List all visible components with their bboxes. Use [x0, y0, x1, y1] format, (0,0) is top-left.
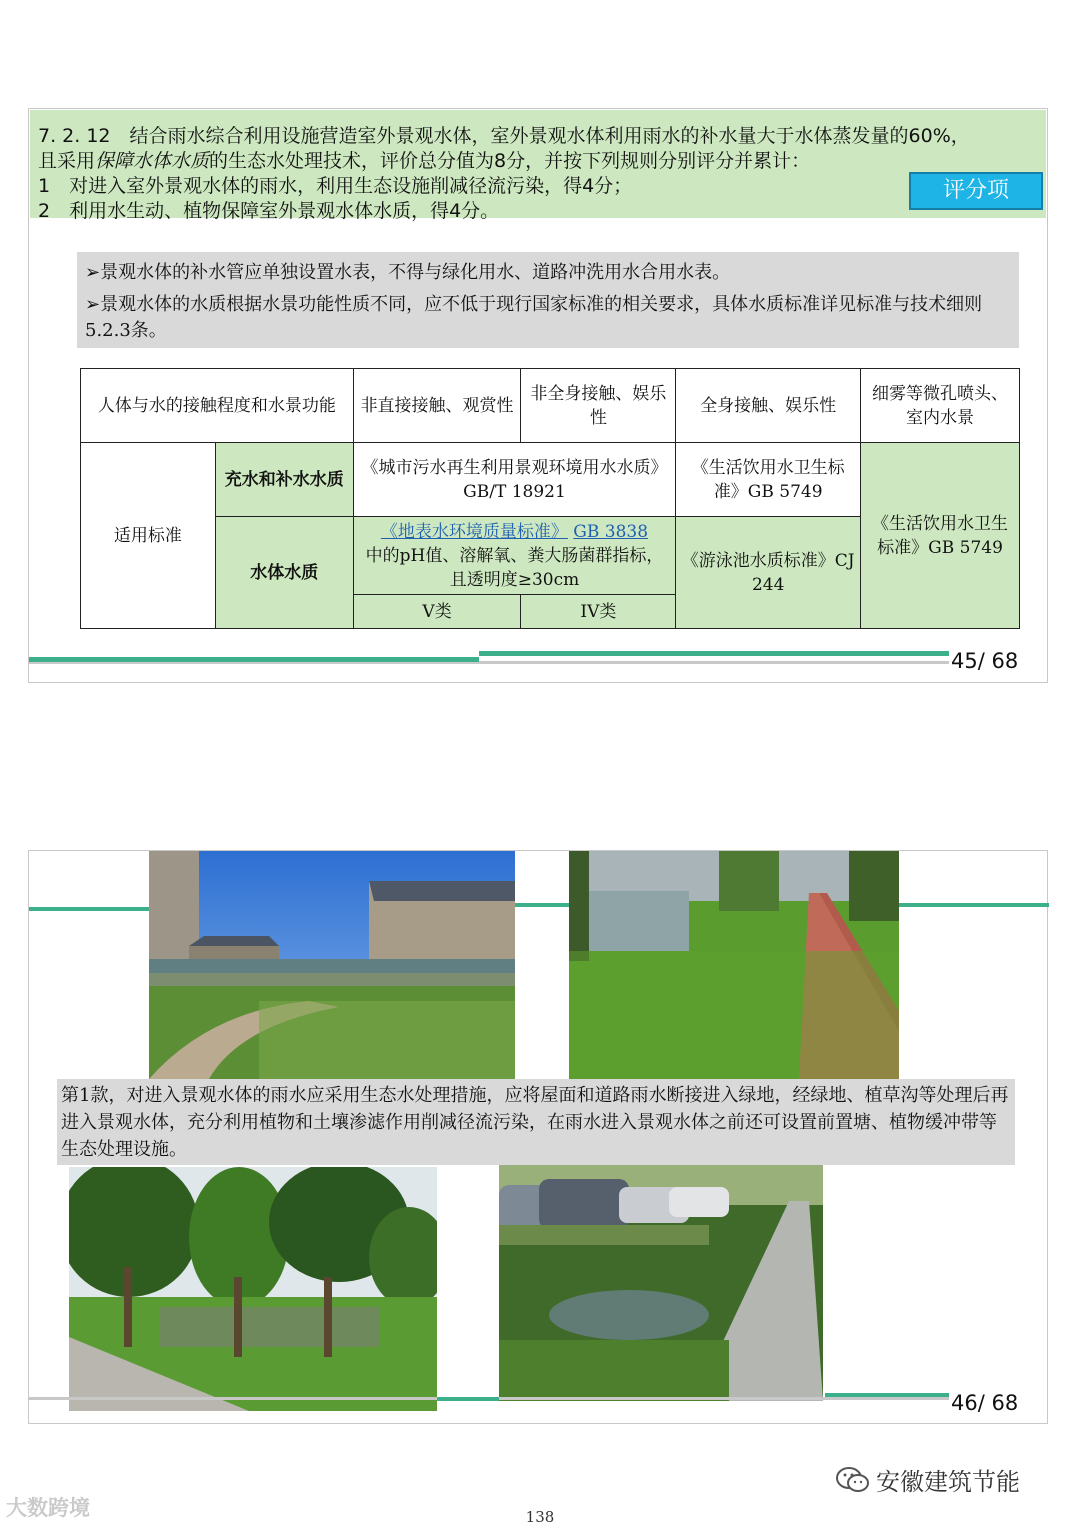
row-label-standards: 适用标准	[81, 443, 216, 629]
table-header-full-contact: 全身接触、娱乐性	[676, 369, 861, 443]
gb3838-title-link[interactable]: 《地表水环境质量标准》	[380, 521, 568, 542]
cell-gb18921: 《城市污水再生利用景观环境用水水质》GB/T 18921	[353, 443, 676, 517]
document-page-number: 138	[525, 1508, 555, 1526]
cell-cj244: 《游泳池水质标准》CJ 244	[676, 517, 861, 629]
footer-stripe-green	[29, 657, 479, 662]
table-header-mist: 细雾等微孔喷头、室内水景	[861, 369, 1020, 443]
footer-stripe-green	[437, 1397, 499, 1401]
top-stripe-green	[899, 903, 1049, 907]
table-header-non-direct: 非直接接触、观赏性	[353, 369, 521, 443]
note-item: ➢景观水体的补水管应单独设置水表，不得与绿化用水、道路冲洗用水合用水表。	[85, 262, 731, 283]
clause-header	[30, 110, 1046, 222]
gb3838-detail: 中的pH值、溶解氧、粪大肠菌群指标，且透明度≥30cm	[365, 545, 664, 590]
sublabel-fill-water: 充水和补水水质	[215, 443, 353, 517]
footer-stripe-green	[479, 651, 949, 656]
wechat-icon	[836, 1466, 870, 1494]
table-header-partial: 非全身接触、娱乐性	[521, 369, 676, 443]
photo-caption: 第1款，对进入景观水体的雨水应采用生态水处理措施，应将屋面和道路雨水断接进入绿地，经绿地、植草沟等处理后再进入景观水体，充分利用植物和土壤渗滤作用削减径流污染，在雨水进入景观水体之前还可设置前置塘、植物缓冲带等生态处理设施。	[57, 1079, 1015, 1165]
slide-45	[28, 108, 1048, 683]
watermark-brand-left: 大数跨境	[6, 1496, 90, 1520]
table-header-contact: 人体与水的接触程度和水景功能	[81, 369, 354, 443]
cell-gb3838	[353, 517, 676, 595]
top-stripe-green	[515, 903, 569, 907]
footer-stripe-green	[825, 1393, 949, 1397]
clause-line-3: 1 对进入室外景观水体的雨水，利用生态设施削减径流污染，得4分；	[38, 175, 633, 197]
photo-brick-path	[569, 851, 899, 1079]
photo-building-meadow	[149, 851, 515, 1079]
note-item: ➢景观水体的水质根据水景功能性质不同，应不低于现行国家标准的相关要求，具体水质标准详见标准与技术细则5.2.3条。	[85, 294, 983, 341]
wechat-account-brand	[836, 1462, 1020, 1497]
page-number: 46/ 68	[951, 1391, 1019, 1415]
photo-park-trees	[69, 1167, 437, 1411]
scoring-item-badge: 评分项	[909, 172, 1043, 210]
cell-gb5749-a: 《生活饮用水卫生标准》GB 5749	[676, 443, 861, 517]
photo-parking-bioswale	[499, 1165, 823, 1401]
top-stripe-green	[29, 907, 149, 911]
gb3838-code-link[interactable]: GB 3838	[573, 521, 649, 542]
brand-name: 安徽建筑节能	[876, 1468, 1020, 1496]
water-quality-standards-table	[80, 368, 1020, 629]
page-number: 45/ 68	[951, 649, 1019, 673]
clause-line-2: 且采用保障水体水质的生态水处理技术，评价总分值为8分，并按下列规则分别评分并累计：	[38, 150, 811, 172]
cell-gb5749-b: 《生活饮用水卫生标准》GB 5749	[861, 443, 1020, 629]
cell-class-iv: IV类	[521, 595, 676, 629]
slide-46	[28, 850, 1048, 1424]
notes-box	[77, 252, 1019, 348]
clause-line-1: 7. 2. 12 结合雨水综合利用设施营造室外景观水体，室外景观水体利用雨水的补水量大于水体蒸发量的60%，	[38, 125, 970, 147]
cell-class-v: V类	[353, 595, 521, 629]
sublabel-water-body: 水体水质	[215, 517, 353, 629]
clause-line-4: 2 利用水生动、植物保障室外景观水体水质，得4分。	[38, 200, 500, 222]
